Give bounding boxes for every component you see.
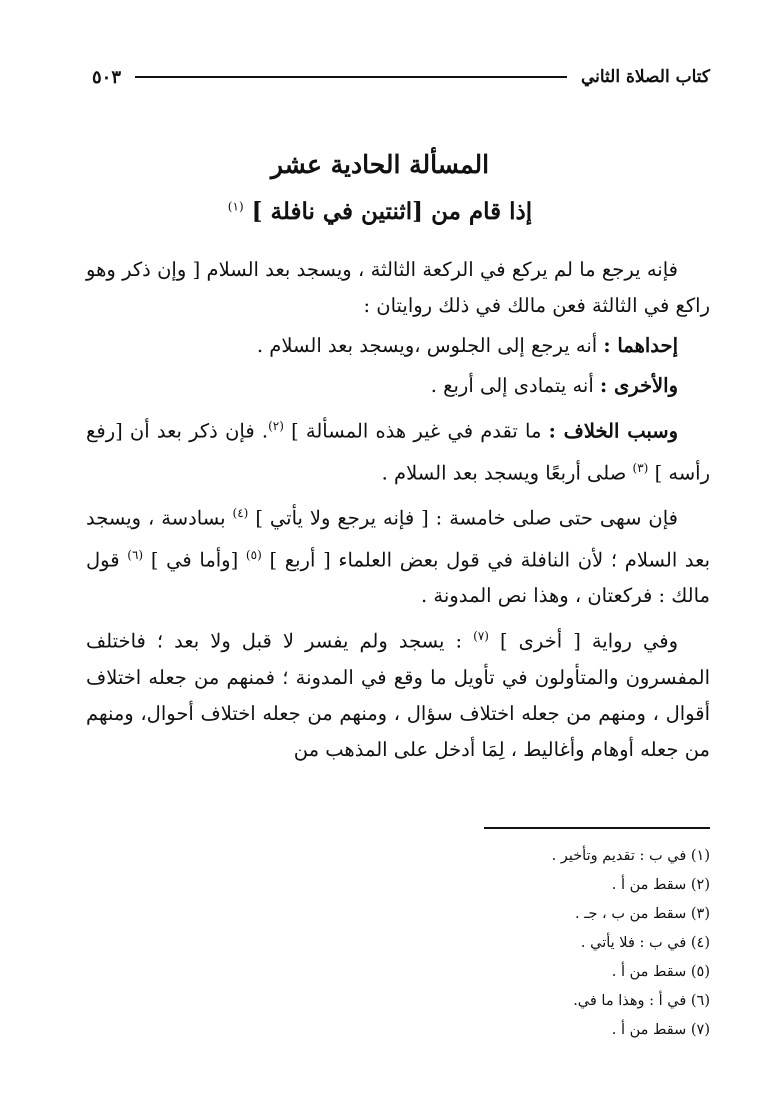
paragraph-text: قول مالك : فركعتان ، وهذا نص المدونة . [86,548,710,607]
footnote: (٤) في ب : فلا يأتي . [580,935,710,951]
footnote-separator [484,827,710,829]
header-rule [135,76,567,78]
footnote: (٧) سقط من أ . [611,1022,710,1038]
footnote: (١) في ب : تقديم وتأخير . [551,848,710,864]
paragraph-text: أنه يرجع إلى الجلوس ،ويسجد بعد السلام . [256,334,598,357]
subtitle-text: إذا قام من [اثنتين في نافلة ] [251,198,533,225]
book-title: كتاب الصلاة الثاني [580,67,710,87]
footnote-ref: (١) [227,199,244,214]
section-title: المسألة الحادية عشر [270,150,490,179]
footnotes [380,842,710,1045]
term-label: إحداهما : [603,334,678,357]
paragraph-text: : يسجد ولم يفسر لا قبل ولا بعد ؛ فاختلف المفسرون والمتأولون في تأويل ما وقع في المدونة ؛ فمنهم من جعله اختلاف أقوال ، ومنهم من جعله اختلاف سؤال ، ومنهم من جعله اختلاف أحوال، ومنهم من جعله أوهام وأغاليط ، لِمَا أدخل على المذهب من [86,629,710,761]
paragraph-text: وفي رواية [ أخرى ] [500,629,679,653]
footnote: (٥) سقط من أ . [611,964,710,980]
paragraph-3 [86,368,710,404]
paragraph-text: . فإن ذكر بعد أن [رفع رأسه ] [86,419,710,484]
section-subtitle [60,198,700,225]
paragraph-text: أنه يتمادى إلى أربع . [430,374,594,397]
paragraph-text: ما تقدم في غير هذه المسألة ] [291,419,542,443]
paragraph-6 [86,618,710,768]
footnote-ref: (٧) [473,629,489,643]
footnote: (٦) في أ : وهذا ما في. [573,993,710,1009]
running-header [92,60,710,94]
paragraph-text: بسادسة ، ويسجد بعد السلام ؛ لأن النافلة في قول بعض العلماء [ أربع ] [86,506,710,571]
paragraph-4 [86,408,710,491]
paragraph-text: صلى أربعًا ويسجد بعد السلام . [381,461,627,484]
footnote-ref: (٦) [127,547,144,562]
paragraph-text: فإن سهى حتى صلى خامسة : [ فإنه يرجع ولا يأتي ] [255,506,679,530]
footnote-ref: (٢) [268,419,284,433]
footnote: (٣) سقط من ب ، جـ . [575,906,710,922]
term-label: والأخرى : [599,374,678,397]
page-number: ٥٠٣ [92,66,122,88]
paragraph-1: فإنه يرجع ما لم يركع في الركعة الثالثة ، ويسجد بعد السلام [ وإن ذكر وهو راكع في الثالثة فعن مالك في ذلك روايتان : [86,258,710,317]
paragraph-5 [86,495,710,614]
footnote-ref: (٣) [632,460,649,475]
footnote-ref: (٤) [232,506,249,520]
footnote: (٢) سقط من أ . [611,877,710,893]
footnote-ref: (٥) [245,547,262,562]
term-label: وسبب الخلاف : [548,419,678,443]
paragraph-text: [وأما في ] [150,548,239,571]
body-text [86,252,710,772]
paragraph-2 [86,328,710,364]
